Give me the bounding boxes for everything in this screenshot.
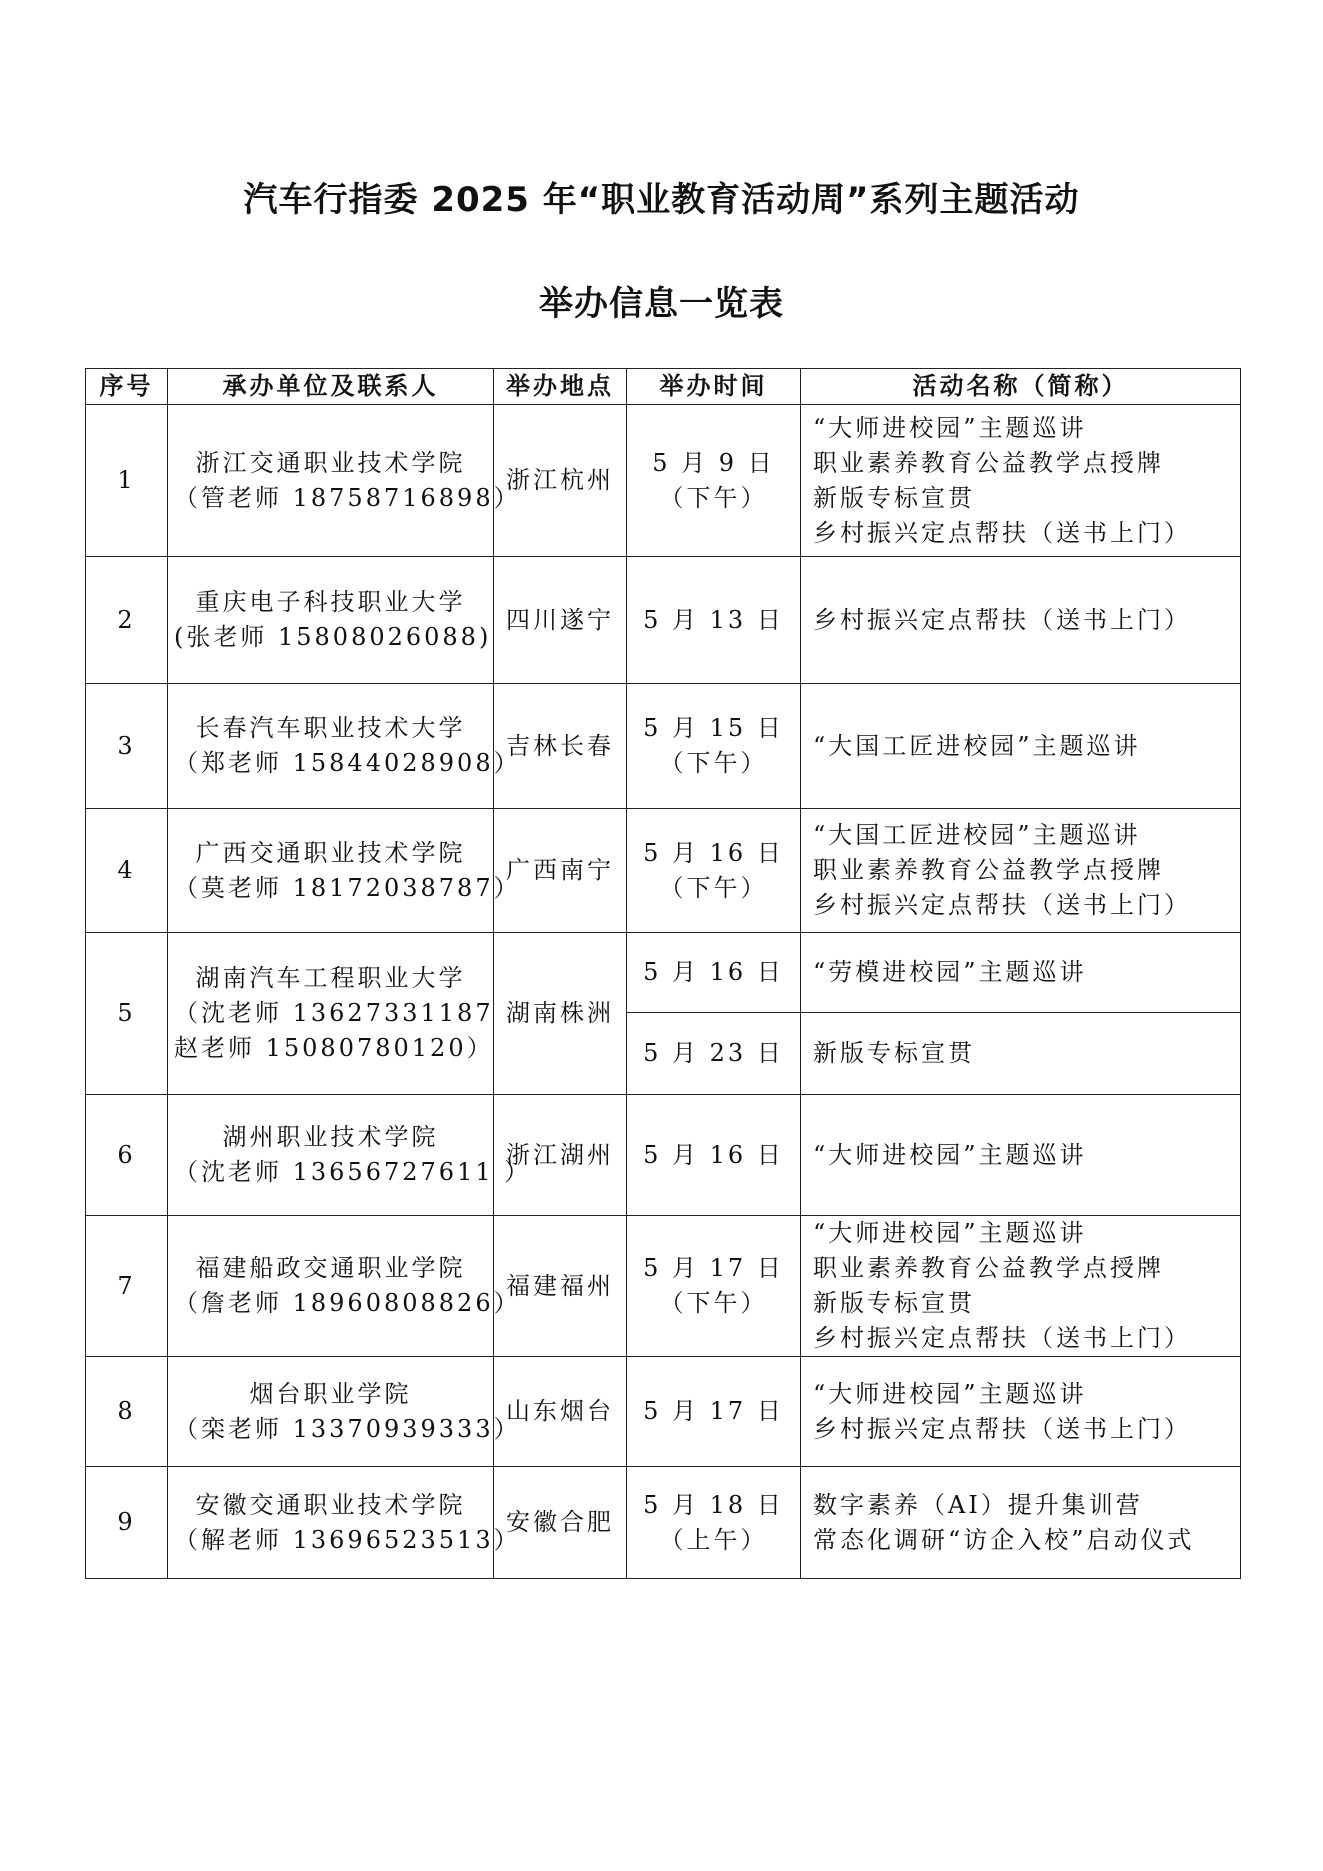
- activity-cell: [801, 1467, 1241, 1579]
- activity-item: 乡村振兴定点帮扶（送书上门）: [813, 891, 1191, 919]
- organizer-cell: [168, 1357, 521, 1467]
- place-cell: [494, 557, 627, 684]
- organizer-name: 长春汽车职业技术大学: [195, 714, 466, 742]
- table-row: [86, 1357, 1241, 1467]
- activity-item: “劳模进校园”主题巡讲: [813, 958, 1087, 986]
- organizer-contact: （栾老师 13370939333）: [174, 1414, 521, 1443]
- place-text: 湖南株洲: [506, 999, 614, 1027]
- activity-cell: [801, 1357, 1241, 1467]
- activity-item: 乡村振兴定点帮扶（送书上门）: [813, 1324, 1191, 1352]
- date-text: 5 月 23 日: [643, 1039, 784, 1067]
- activity-cell: [801, 684, 1241, 809]
- table-row: [86, 1467, 1241, 1579]
- time-cell: [627, 684, 801, 809]
- activity-item: 数字素养（AI）提升集训营: [813, 1490, 1143, 1519]
- activity-cell: [801, 809, 1241, 933]
- place-text: 安徽合肥: [506, 1508, 614, 1536]
- date-note: （下午）: [659, 749, 768, 777]
- date-text: 5 月 15 日: [643, 714, 784, 742]
- place-text: 浙江杭州: [506, 466, 614, 494]
- place-text: 福建福州: [506, 1271, 614, 1300]
- row-number: [86, 1357, 168, 1467]
- activity-cell: [801, 1013, 1241, 1095]
- activity-item: 职业素养教育公益教学点授牌: [813, 1254, 1164, 1282]
- organizer-contact-2: 赵老师 15080780120）: [174, 1034, 494, 1062]
- time-cell: [627, 1095, 801, 1216]
- row-number: [86, 809, 168, 933]
- activity-item: 新版专标宣贯: [813, 483, 975, 512]
- activity-cell: [801, 1095, 1241, 1216]
- organizer-cell: [168, 684, 521, 809]
- organizer-name: 重庆电子科技职业大学: [195, 588, 466, 616]
- row-number-text: 6: [117, 1140, 136, 1169]
- row-number-text: 2: [117, 605, 136, 634]
- row-number-text: 4: [117, 856, 136, 884]
- organizer-contact: （郑老师 15844028908）: [174, 749, 521, 777]
- table-header-row: [86, 369, 1241, 405]
- header-place: 举办地点: [494, 369, 627, 405]
- table-row: [86, 684, 1241, 809]
- place-cell: [494, 809, 627, 933]
- organizer-cell: [168, 1216, 521, 1357]
- activity-item: “大师进校园”主题巡讲: [813, 1140, 1087, 1169]
- header-no: 序号: [86, 369, 168, 405]
- organizer-contact: (张老师 15808026088): [174, 623, 492, 651]
- table-row: [86, 1095, 1241, 1216]
- place-text: 山东烟台: [506, 1397, 614, 1425]
- organizer-name: 湖州职业技术学院: [222, 1123, 439, 1151]
- organizer-contact: （沈老师 13656727611 ）: [174, 1158, 532, 1186]
- row-number-text: 5: [117, 999, 136, 1027]
- date-text: 5 月 18 日: [643, 1490, 784, 1519]
- row-number: [86, 405, 168, 557]
- row-number: [86, 1095, 168, 1216]
- organizer-cell: [168, 809, 521, 933]
- table-row: [86, 809, 1241, 933]
- activity-item: 新版专标宣贯: [813, 1289, 975, 1317]
- activity-table: [85, 368, 1241, 1579]
- table-row: [86, 557, 1241, 684]
- date-text: 5 月 17 日: [643, 1397, 784, 1425]
- time-cell: [627, 1013, 801, 1095]
- organizer-name: 广西交通职业技术学院: [195, 838, 466, 867]
- organizer-cell: [168, 405, 521, 557]
- header-activity: 活动名称（简称）: [801, 369, 1241, 405]
- activity-item: “大国工匠进校园”主题巡讲: [813, 731, 1141, 760]
- activity-item: 新版专标宣贯: [813, 1039, 975, 1067]
- activity-item: 职业素养教育公益教学点授牌: [813, 856, 1164, 884]
- organizer-name: 安徽交通职业技术学院: [195, 1490, 466, 1519]
- activity-cell: [801, 557, 1241, 684]
- activity-item: “大师进校园”主题巡讲: [813, 1219, 1087, 1247]
- time-cell: [627, 1357, 801, 1467]
- time-cell: [627, 933, 801, 1013]
- activity-item: 乡村振兴定点帮扶（送书上门）: [813, 605, 1191, 634]
- place-text: 四川遂宁: [506, 605, 614, 634]
- row-number: [86, 1216, 168, 1357]
- place-cell: [494, 1357, 627, 1467]
- organizer-name: 福建船政交通职业学院: [195, 1254, 466, 1282]
- organizer-cell: [168, 1095, 532, 1216]
- activity-cell: [801, 405, 1241, 557]
- activity-cell: [801, 1216, 1241, 1357]
- activity-item: 职业素养教育公益教学点授牌: [813, 448, 1164, 477]
- date-note: （下午）: [659, 483, 768, 512]
- organizer-contact: （沈老师 13627331187: [174, 999, 494, 1027]
- time-cell: [627, 809, 801, 933]
- time-cell: [627, 1467, 801, 1579]
- date-text: 5 月 16 日: [643, 958, 784, 986]
- table-body: [86, 405, 1241, 1579]
- organizer-cell: [168, 933, 494, 1095]
- activity-cell: [801, 933, 1241, 1013]
- row-number-text: 3: [117, 731, 136, 760]
- place-cell: [494, 933, 627, 1095]
- activity-item: 常态化调研“访企入校”启动仪式: [813, 1525, 1195, 1554]
- place-cell: [494, 1467, 627, 1579]
- place-text: 吉林长春: [506, 731, 614, 760]
- row-number: [86, 1467, 168, 1579]
- date-text: 5 月 16 日: [643, 838, 784, 867]
- table-row: [86, 405, 1241, 557]
- activity-item: “大师进校园”主题巡讲: [813, 413, 1087, 442]
- row-number: [86, 933, 168, 1095]
- organizer-cell: [168, 557, 494, 684]
- date-note: （上午）: [659, 1525, 768, 1554]
- organizer-cell: [168, 1467, 521, 1579]
- activity-item: 乡村振兴定点帮扶（送书上门）: [813, 518, 1191, 547]
- place-cell: [494, 405, 627, 557]
- date-text: 5 月 16 日: [643, 1140, 784, 1169]
- table-row: [86, 1216, 1241, 1357]
- document-subtitle: 举办信息一览表: [539, 284, 784, 324]
- time-cell: [627, 1216, 801, 1357]
- organizer-name: 烟台职业学院: [249, 1379, 412, 1408]
- organizer-name: 浙江交通职业技术学院: [195, 448, 466, 477]
- activity-item: “大国工匠进校园”主题巡讲: [813, 821, 1141, 849]
- header-organizer: 承办单位及联系人: [168, 369, 494, 405]
- time-cell: [627, 557, 801, 684]
- organizer-contact: （管老师 18758716898）: [174, 483, 521, 512]
- document-title: 汽车行指委 2025 年“职业教育活动周”系列主题活动: [243, 180, 1080, 220]
- row-number-text: 9: [117, 1508, 136, 1536]
- organizer-name: 湖南汽车工程职业大学: [195, 964, 466, 992]
- date-note: （下午）: [659, 1289, 768, 1317]
- place-cell: [494, 1095, 627, 1216]
- date-note: （下午）: [659, 873, 768, 902]
- organizer-contact: （詹老师 18960808826）: [174, 1289, 521, 1317]
- organizer-contact: （莫老师 18172038787）: [174, 873, 521, 902]
- organizer-contact: （解老师 13696523513）: [174, 1525, 521, 1554]
- time-cell: [627, 405, 801, 557]
- activity-item: “大师进校园”主题巡讲: [813, 1379, 1087, 1408]
- row-number-text: 1: [117, 466, 136, 494]
- table-row: [86, 933, 1241, 1013]
- row-number: [86, 684, 168, 809]
- place-text: 浙江湖州: [506, 1140, 614, 1169]
- row-number-text: 7: [117, 1271, 136, 1300]
- row-number: [86, 557, 168, 684]
- date-text: 5 月 13 日: [643, 605, 784, 634]
- header-time: 举办时间: [627, 369, 801, 405]
- date-text: 5 月 9 日: [652, 448, 775, 477]
- place-text: 广西南宁: [506, 856, 614, 884]
- date-text: 5 月 17 日: [643, 1254, 784, 1282]
- place-cell: [494, 1216, 627, 1357]
- place-cell: [494, 684, 627, 809]
- row-number-text: 8: [117, 1397, 136, 1425]
- activity-item: 乡村振兴定点帮扶（送书上门）: [813, 1414, 1191, 1443]
